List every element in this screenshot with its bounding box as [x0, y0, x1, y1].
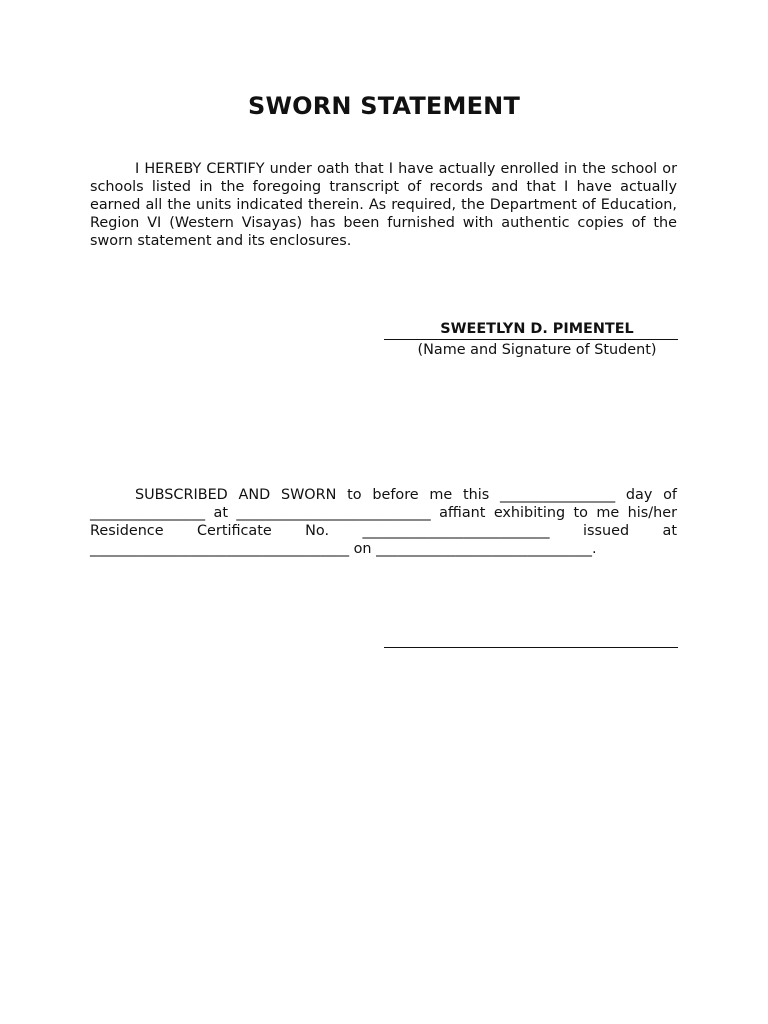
- jurat-word: at: [662, 523, 677, 539]
- jurat-word: Residence: [90, 523, 164, 539]
- certification-paragraph: [90, 160, 677, 250]
- signature-line: [384, 339, 678, 340]
- jurat-line-4: ____________________________________ on ______________________________.: [90, 541, 597, 557]
- student-name: SWEETLYN D. PIMENTEL: [440, 321, 634, 337]
- jurat-word: issued: [582, 523, 630, 539]
- jurat-line-1-text: SUBSCRIBED AND SWORN to before me this ________________ day of: [135, 487, 677, 503]
- jurat-line-3: [90, 522, 677, 540]
- jurat-word: No.: [305, 523, 330, 539]
- certificate-number-blank: __________________________: [362, 523, 550, 539]
- jurat-line-1: [90, 486, 677, 504]
- jurat-paragraph: [90, 486, 677, 558]
- student-signature-block: [384, 320, 678, 359]
- certification-text: I HEREBY CERTIFY under oath that I have actually enrolled in the school or schools listed in the foregoing transcript of records and that I have actually earned all the units indicated therein. As required, the Department of Education, Region VI (Western Visayas) has been furnished with authentic copies of the sworn statement and its enclosures.: [90, 161, 677, 249]
- administering-officer-signature-line: [384, 647, 678, 648]
- paragraph-indent: [90, 486, 135, 504]
- signature-caption: (Name and Signature of Student): [417, 342, 657, 358]
- jurat-word: Certificate: [197, 523, 272, 539]
- jurat-line-2: ________________ at ___________________________ affiant exhibiting to me his/her: [90, 505, 677, 521]
- document-title: SWORN STATEMENT: [247, 92, 521, 120]
